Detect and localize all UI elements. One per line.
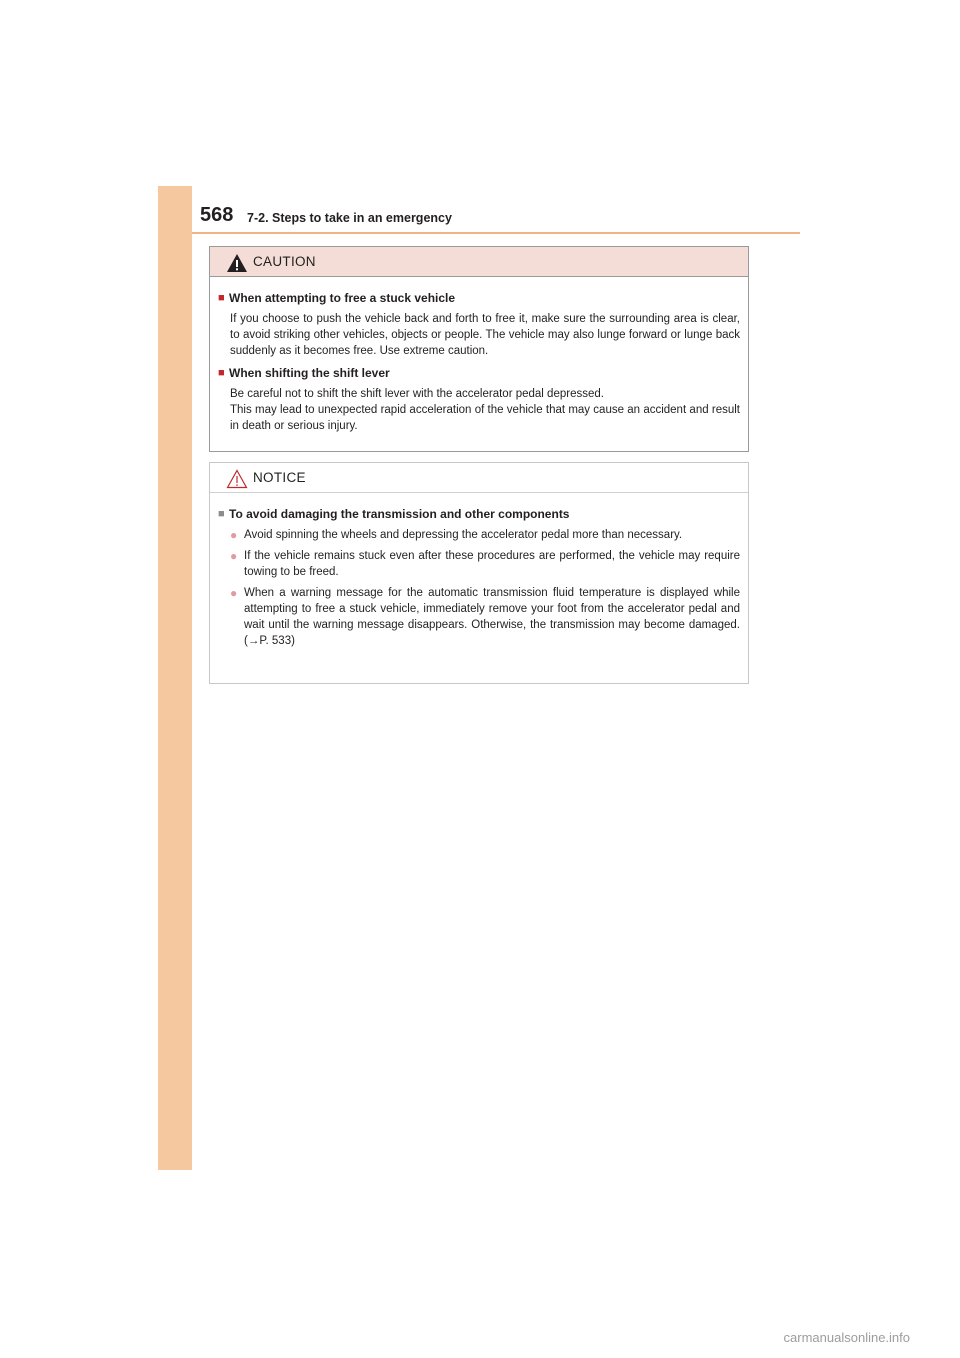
- caution-item-text: If you choose to push the vehicle back and forth to free it, make sure the surrounding area is clear, to avoid striking other vehicles, objects or people. The vehicle may also lunge forward or lunge back suddenly as it becomes free. Use extreme caution.: [230, 313, 740, 357]
- caution-item-text: Be careful not to shift the shift lever with the accelerator pedal depressed.: [230, 388, 604, 400]
- caution-item-heading: ■ When shifting the shift lever: [218, 366, 390, 380]
- header-rule: [192, 232, 800, 234]
- page-header: [192, 200, 800, 236]
- round-bullet-icon: ●: [230, 528, 238, 542]
- caution-box: [209, 246, 749, 452]
- watermark: carmanualsonline.info: [783, 1330, 910, 1345]
- notice-title: NOTICE: [253, 470, 306, 485]
- page-number: 568: [200, 204, 234, 226]
- square-bullet-icon: ■: [218, 292, 225, 304]
- square-bullet-icon: ■: [218, 367, 225, 379]
- notice-header: [210, 463, 748, 493]
- section-title: 7-2. Steps to take in an emergency: [247, 211, 452, 225]
- side-tab-strip: [158, 186, 192, 1170]
- notice-bullet: ● When a warning message for the automatic transmission fluid temperature is displayed while attempting to free a stuck vehicle, immediately remove your foot from the accelerator pedal and wait until the warning message disappears. Otherwise, the transmission may become damaged. (→P. 533): [230, 586, 740, 647]
- round-bullet-icon: ●: [230, 586, 238, 600]
- notice-heading: ■ To avoid damaging the transmission and other components: [218, 507, 570, 521]
- round-bullet-icon: ●: [230, 549, 238, 563]
- notice-bullet: ● If the vehicle remains stuck even after these procedures are performed, the vehicle may require towing to be freed.: [230, 549, 740, 578]
- warning-triangle-filled-icon: [226, 253, 248, 273]
- caution-header: [210, 247, 748, 277]
- warning-triangle-outline-icon: [226, 469, 248, 489]
- notice-box: [209, 462, 749, 684]
- caution-title: CAUTION: [253, 254, 316, 269]
- square-bullet-icon: ■: [218, 508, 225, 520]
- caution-item-text: This may lead to unexpected rapid acceleration of the vehicle that may cause an accident and result in death or serious injury.: [230, 404, 740, 432]
- caution-item-heading: ■ When attempting to free a stuck vehicle: [218, 291, 456, 305]
- notice-bullet: ● Avoid spinning the wheels and depressing the accelerator pedal more than necessary.: [230, 528, 683, 542]
